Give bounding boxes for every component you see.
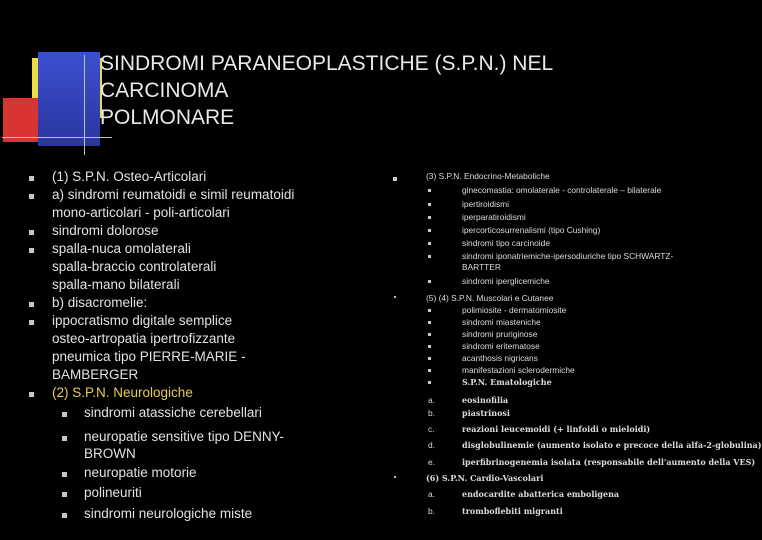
- letter-marker: a.: [428, 489, 435, 499]
- sub-bullet-square: [428, 357, 431, 360]
- bullet-dot: [394, 476, 396, 478]
- sub-list-item: sindromi iponatriemiche-ipersodiuriche tipo SCHWARTZ-: [462, 251, 674, 261]
- sub-list-item: ipercorticosurrenalismi (tipo Cushing): [462, 225, 601, 235]
- sub-bullet-square: [62, 412, 67, 417]
- sub-bullet-square: [428, 216, 431, 219]
- cardio-item: endocardite abatterica emboligena: [462, 489, 620, 499]
- sub-list-item: ginecomastia: omolaterale - controlaterale – bilaterale: [462, 185, 662, 195]
- sub-list-item: ipertiroidismi: [462, 199, 510, 209]
- title-line: POLMONARE: [100, 106, 235, 129]
- sub-list-item: iperparatiroidismi: [462, 212, 526, 222]
- list-item-continued: pneumica tipo PIERRE-MARIE -: [52, 349, 246, 364]
- sub-bullet-square: [428, 321, 431, 324]
- hemato-item: piastrinosi: [462, 408, 510, 418]
- letter-marker: b.: [428, 408, 435, 418]
- deco-blue-square: [38, 52, 100, 146]
- letter-marker: e.: [428, 457, 435, 467]
- sub-list-item: polimiosite - dermatomiosite: [462, 305, 567, 315]
- list-item: sindromi dolorose: [52, 223, 159, 238]
- sub-list-item: manifestazioni sclerodermiche: [462, 365, 575, 375]
- sub-list-item: sindromi miasteniche: [462, 317, 541, 327]
- bullet-square: [29, 176, 34, 181]
- section-heading-cardio: (6) S.P.N. Cardio-Vascolari: [426, 473, 544, 483]
- sub-bullet-square: [428, 369, 431, 372]
- sub-list-item-continued: BARTTER: [462, 262, 501, 272]
- sub-bullet-square: [428, 280, 431, 283]
- slide-title: [100, 50, 660, 131]
- sub-list-item: sindromi iperglicemiche: [462, 276, 550, 286]
- sub-list-item-hemato-heading: S.P.N. Ematologiche: [462, 377, 552, 387]
- sub-list-item: neuropatie motorie: [84, 465, 197, 480]
- bullet-square: [29, 230, 34, 235]
- sub-bullet-square: [428, 381, 431, 384]
- bullet-square: [29, 392, 34, 397]
- sub-bullet-square: [62, 513, 67, 518]
- list-item-continued: BAMBERGER: [52, 367, 139, 382]
- sub-bullet-square: [428, 345, 431, 348]
- sub-list-item: sindromi atassiche cerebellari: [84, 405, 262, 420]
- cardio-item: tromboflebiti migranti: [462, 506, 563, 516]
- sub-bullet-square: [428, 309, 431, 312]
- sub-list-item: sindromi neurologiche miste: [84, 506, 253, 521]
- sub-bullet-square: [428, 189, 431, 192]
- sub-bullet-square: [62, 436, 67, 441]
- title-line: CARCINOMA: [100, 79, 229, 102]
- sub-bullet-square: [62, 492, 67, 497]
- sub-bullet-square: [428, 255, 431, 258]
- bullet-square: [29, 302, 34, 307]
- bullet-square: [393, 177, 397, 181]
- sub-list-item: sindromi tipo carcinoide: [462, 238, 550, 248]
- sub-list-item: sindromi pruriginose: [462, 329, 538, 339]
- sub-bullet-square: [428, 229, 431, 232]
- letter-marker: d.: [428, 440, 435, 450]
- sub-list-item: sindromi eritematose: [462, 341, 540, 351]
- letter-marker: c.: [428, 424, 435, 434]
- section-heading-cutaneous: (5) (4) S.P.N. Muscolari e Cutanee: [426, 293, 554, 303]
- hemato-item: eosinofilia: [462, 395, 509, 405]
- list-item: spalla-nuca omolaterali: [52, 241, 191, 256]
- list-item: a) sindromi reumatoidi e simil reumatoidi: [52, 187, 295, 202]
- deco-line-v: [84, 55, 85, 155]
- list-item: ippocratismo digitale semplice: [52, 313, 233, 328]
- sub-list-item: neuropatie sensitive tipo DENNY-: [84, 429, 284, 444]
- sub-bullet-square: [62, 472, 67, 477]
- list-item-continued: spalla-braccio controlaterali: [52, 259, 217, 274]
- deco-line-h: [2, 137, 112, 138]
- list-item: b) disacromelie:: [52, 295, 148, 310]
- list-item-continued: osteo-artropatia ipertrofizzante: [52, 331, 236, 346]
- section-heading-neurologiche: (2) S.P.N. Neurologiche: [52, 385, 193, 400]
- hemato-item: disglobulinemie (aumento isolato e precoce della alfa-2-globulina): [462, 440, 762, 450]
- bullet-dot: [394, 296, 396, 298]
- letter-marker: b.: [428, 506, 435, 516]
- sub-bullet-square: [428, 203, 431, 206]
- title-line: SINDROMI PARANEOPLASTICHE (S.P.N.) NEL: [100, 52, 554, 75]
- sub-bullet-square: [428, 242, 431, 245]
- list-item-continued: mono-articolari - poli-articolari: [52, 205, 230, 220]
- bullet-square: [29, 248, 34, 253]
- sub-list-item: polineuriti: [84, 485, 142, 500]
- bullet-square: [29, 194, 34, 199]
- hemato-item: iperfibrinogenemia isolata (responsabile dell'aumento della VES): [462, 457, 756, 467]
- letter-marker: a.: [428, 395, 435, 405]
- list-item: (1) S.P.N. Osteo-Articolari: [52, 169, 207, 184]
- sub-list-item-continued: BROWN: [84, 446, 136, 461]
- hemato-item: reazioni leucemoidi (+ linfoidi o mieloidi): [462, 424, 651, 434]
- sub-list-item: acanthosis nigricans: [462, 353, 538, 363]
- section-heading-endocrine: (3) S.P.N. Endocrino-Metaboliche: [426, 171, 550, 181]
- sub-bullet-square: [428, 333, 431, 336]
- list-item-continued: spalla-mano bilaterali: [52, 277, 180, 292]
- bullet-square: [29, 320, 34, 325]
